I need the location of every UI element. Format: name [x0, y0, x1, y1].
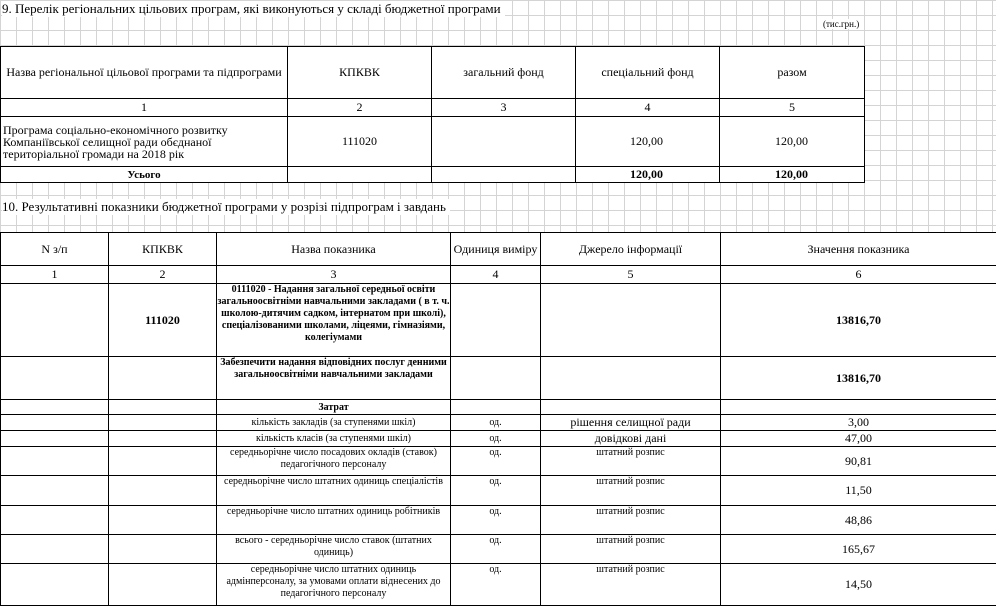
indicator-value: 11,50: [721, 476, 996, 506]
program-kpkvk: 111020: [109, 284, 217, 357]
indicator-name: середньорічне число штатних одиниць адмінперсоналу, за умовами оплати віднесених до педагогічного персоналу: [217, 564, 451, 606]
header-unit: Одиниця виміру: [451, 233, 541, 266]
header-value: Значення показника: [721, 233, 996, 266]
total-kpkvk: [288, 167, 432, 183]
header-program-name: Назва регіональної цільової програми та підпрограми: [1, 47, 288, 99]
total-row: [1, 167, 865, 183]
indicator-unit: од.: [451, 506, 541, 535]
table-row: [1, 431, 996, 447]
indicator-value: 47,00: [721, 431, 996, 447]
section10-heading: 10. Результативні показники бюджетної програми у розрізі підпрограм і завдань: [2, 199, 450, 215]
indicator-source: рішення селищної ради: [541, 415, 721, 431]
indicator-value: 165,67: [721, 535, 996, 564]
indicator-value: 3,00: [721, 415, 996, 431]
section9-heading: 9. Перелік регіональних цільових програм, які виконуються у складі бюджетної програми: [2, 1, 505, 17]
program-name: 0111020 - Надання загальної середньої освіти загальноосвітніми навчальними закладами ( в т. ч. школою-дитячим садком, інтернатом при школі), спеціалізованими школами, ліцеями, гімназіями, колегіумами: [217, 284, 450, 343]
task-row: [1, 357, 996, 400]
header-kpkvk: КПКВК: [288, 47, 432, 99]
indicator-unit: од.: [451, 431, 541, 447]
header-source: Джерело інформації: [541, 233, 721, 266]
units-label: (тис.грн.): [823, 19, 860, 29]
task-value: 13816,70: [721, 357, 996, 400]
column-number: 4: [576, 99, 720, 117]
header-total: разом: [720, 47, 865, 99]
indicator-unit: од.: [451, 476, 541, 506]
indicator-name: середньорічне число штатних одиниць спеціалістів: [217, 476, 451, 506]
task-name: Забезпечити надання відповідних послуг денними загальноосвітніми навчальними закладами: [217, 357, 451, 400]
indicator-source: штатний розпис: [541, 506, 721, 535]
group-label: Затрат: [217, 400, 451, 415]
program-special-fund: 120,00: [576, 117, 720, 167]
table-row: [1, 476, 996, 506]
program-value: 13816,70: [721, 284, 996, 357]
indicator-unit: од.: [451, 415, 541, 431]
header-general-fund: загальний фонд: [432, 47, 576, 99]
table-row: [1, 117, 865, 167]
total-label: Усього: [1, 167, 288, 183]
indicator-name: кількість закладів (за ступенями шкіл): [217, 415, 451, 431]
indicator-unit: од.: [451, 564, 541, 606]
total-special-fund: 120,00: [576, 167, 720, 183]
column-number: 1: [1, 99, 288, 117]
header-indicator-name: Назва показника: [217, 233, 451, 266]
indicator-unit: од.: [451, 447, 541, 476]
group-row: [1, 400, 996, 415]
indicator-value: 90,81: [721, 447, 996, 476]
indicator-name: кількість класів (за ступенями шкіл): [217, 431, 451, 447]
table-row: [1, 447, 996, 476]
indicator-source: штатний розпис: [541, 535, 721, 564]
indicator-name: всього - середньорічне число ставок (штатних одиниць): [217, 535, 451, 564]
program-name: Програма соціально-економічного розвитку Компаніївської селищної ради обєднаної територіальної громади на 2018 рік: [1, 117, 288, 167]
program-row: [1, 284, 996, 357]
regional-programs-table: [0, 46, 865, 183]
indicator-value: 48,86: [721, 506, 996, 535]
program-kpkvk: 111020: [288, 117, 432, 167]
total-sum: 120,00: [720, 167, 865, 183]
program-general-fund: [432, 117, 576, 167]
indicator-source: штатний розпис: [541, 564, 721, 606]
table-row: [1, 415, 996, 431]
table-row: [1, 564, 996, 606]
column-number: 5: [720, 99, 865, 117]
total-general-fund: [432, 167, 576, 183]
indicator-source: штатний розпис: [541, 447, 721, 476]
table-row: [1, 535, 996, 564]
column-number: 2: [109, 266, 217, 284]
indicator-unit: од.: [451, 535, 541, 564]
header-kpkvk: КПКВК: [109, 233, 217, 266]
column-number: 4: [451, 266, 541, 284]
indicator-source: довідкові дані: [541, 431, 721, 447]
column-number: 2: [288, 99, 432, 117]
column-number: 3: [432, 99, 576, 117]
table-row: [1, 506, 996, 535]
indicator-value: 14,50: [721, 564, 996, 606]
header-special-fund: спеціальний фонд: [576, 47, 720, 99]
indicator-name: середньорічне число посадових окладів (ставок) педагогічного персоналу: [217, 447, 451, 476]
column-number: 1: [1, 266, 109, 284]
performance-indicators-table: [0, 232, 996, 606]
program-total: 120,00: [720, 117, 865, 167]
indicator-source: штатний розпис: [541, 476, 721, 506]
column-number: 3: [217, 266, 451, 284]
column-number: 6: [721, 266, 996, 284]
indicator-name: середньорічне число штатних одиниць робітників: [217, 506, 451, 535]
header-number: N з/п: [1, 233, 109, 266]
column-number: 5: [541, 266, 721, 284]
